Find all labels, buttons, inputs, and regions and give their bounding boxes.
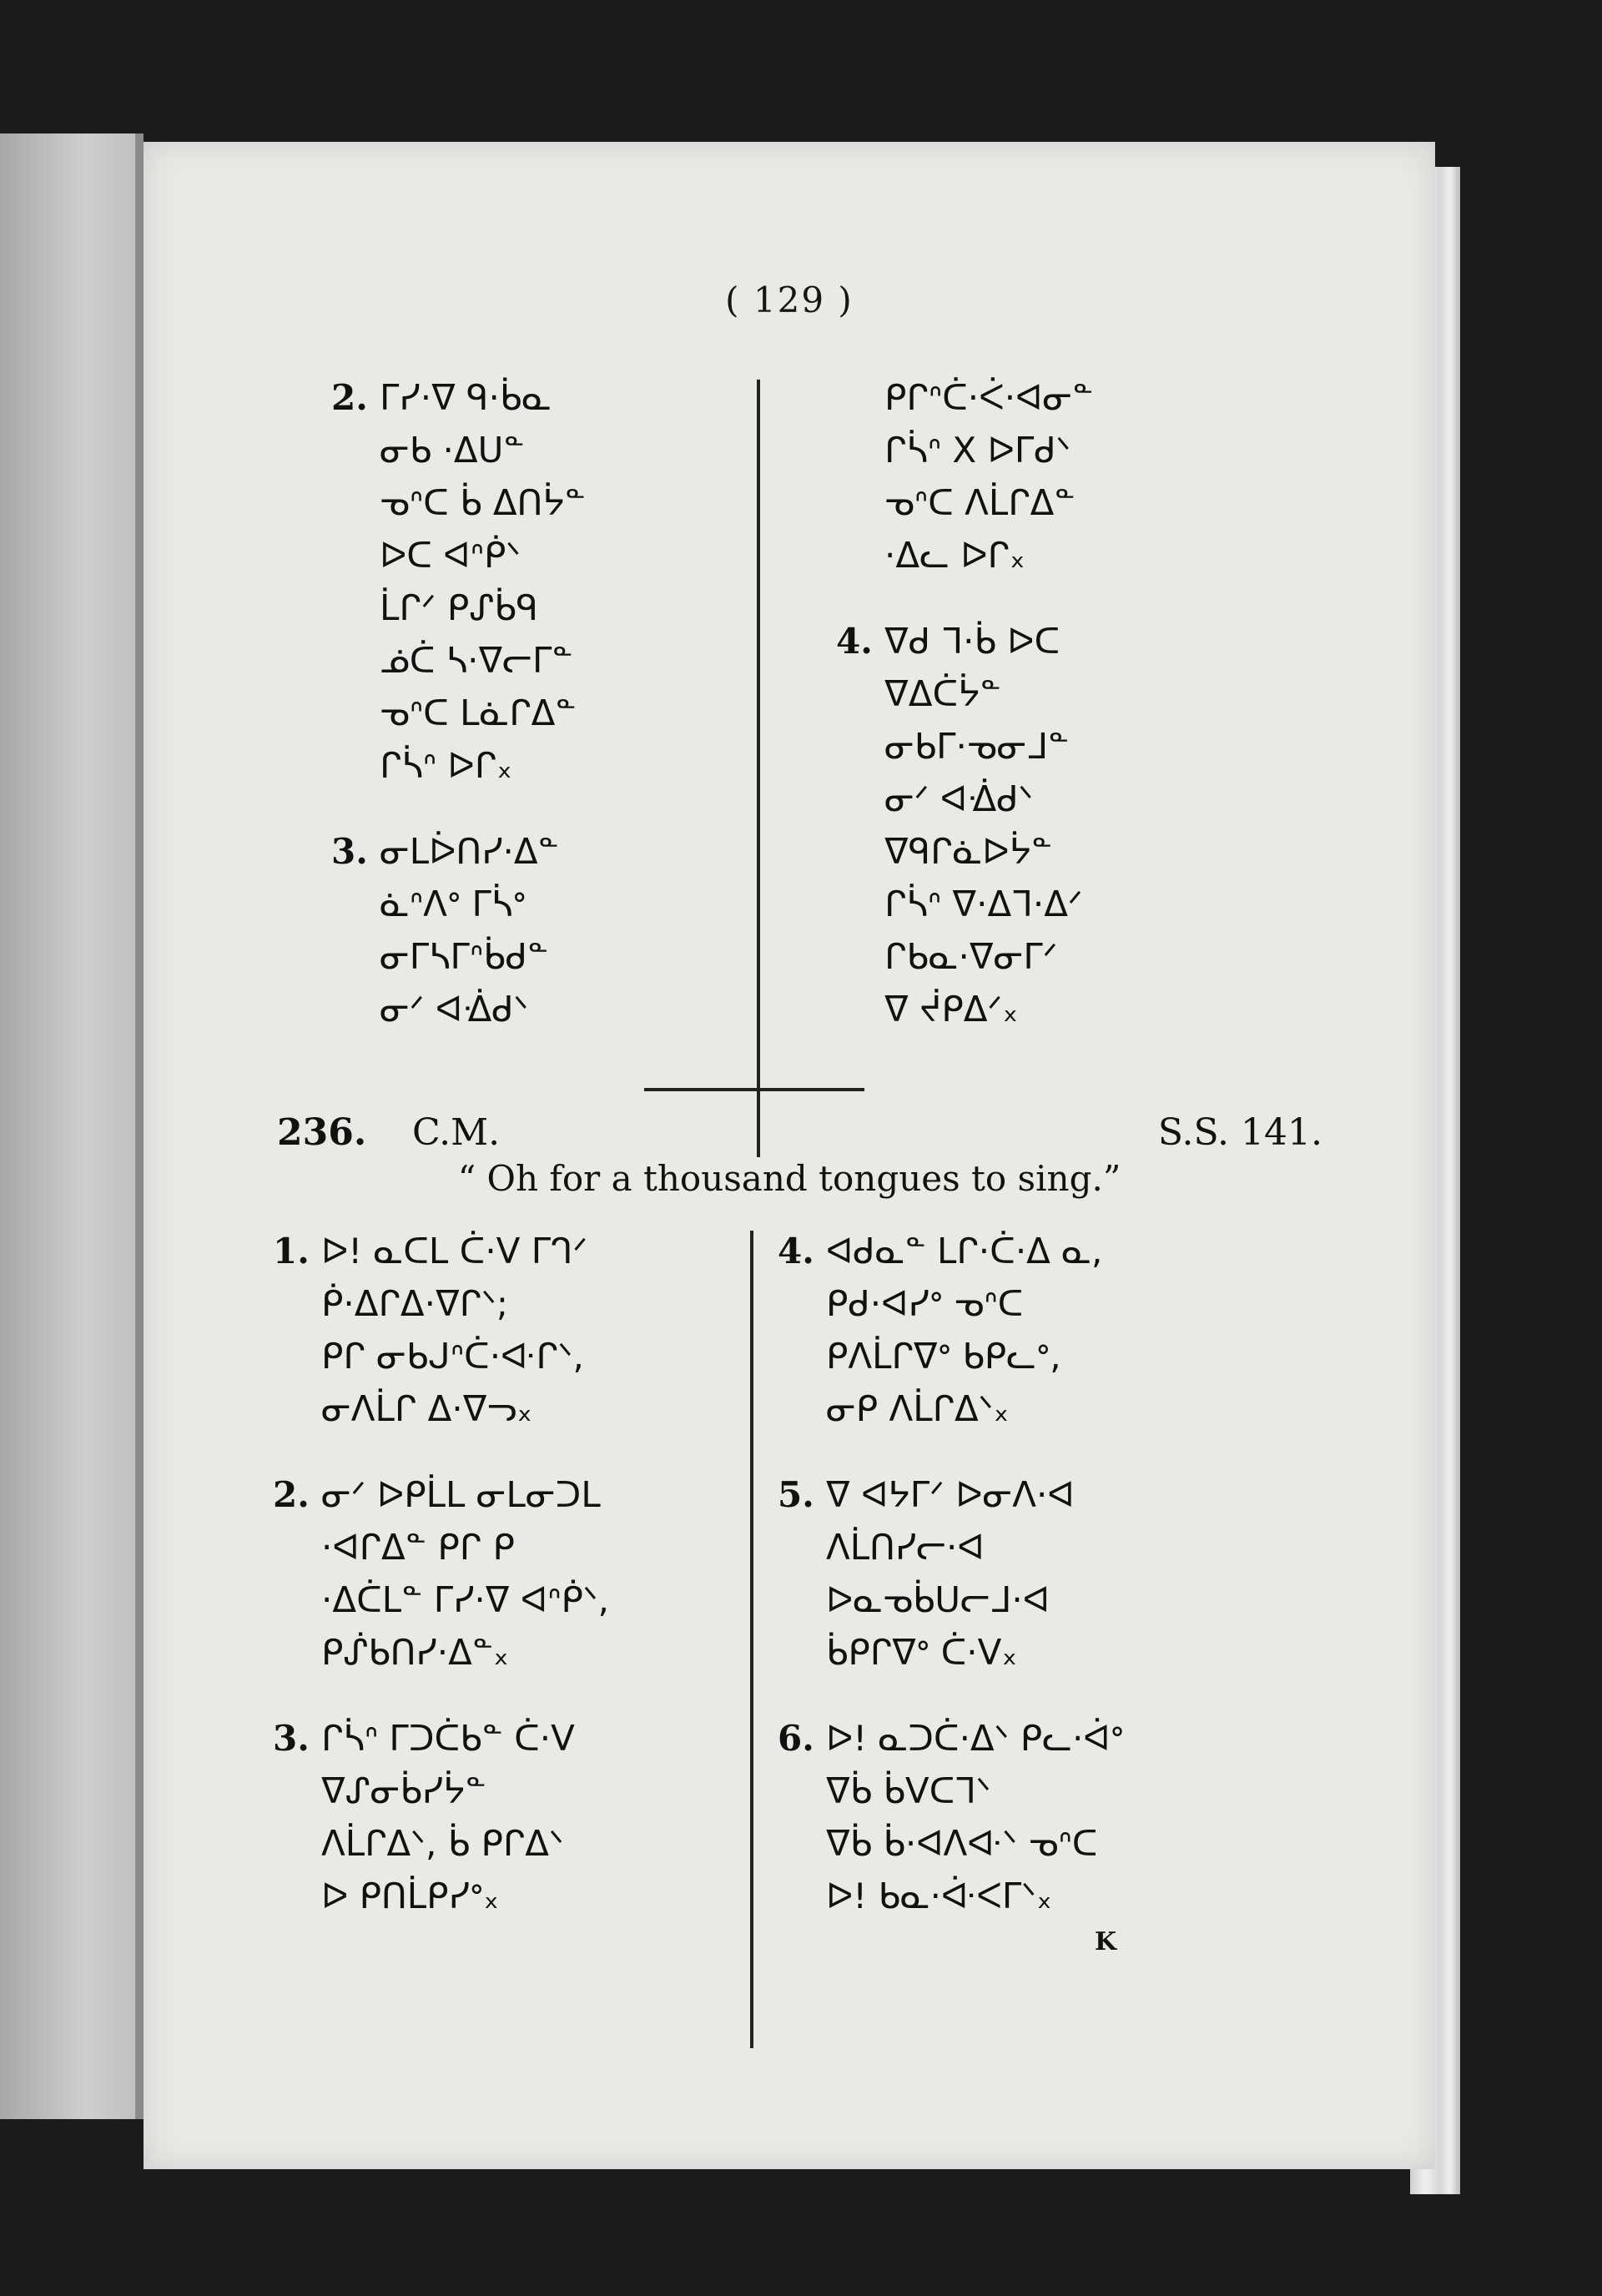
verse-number: 3. [273, 1718, 310, 1759]
verse-line: ᒋᓵᐢ ᐅᒋ᙮ [380, 745, 512, 786]
verse-line: ·ᐃᓚ ᐅᒋ᙮ [884, 535, 1025, 576]
verse-line: 2. ᓂᐟ ᐅᑭᒫᒪ ᓂᒪᓂᑐᒪ [273, 1468, 609, 1521]
verse-line: ᑭᔒᑲᑎᓯ·ᐃᓐ᙮ [321, 1632, 509, 1673]
verse-line: ᐁ ᔫᑭᐃᐟ᙮ [884, 989, 1018, 1030]
verse-line: 3. ᓂᒪᐆᑎᓯ·ᐃᓐ [331, 825, 586, 878]
verse-line: ᑳᑭᒋᐁᐤ ᑖ·ᐯ᙮ [826, 1632, 1017, 1673]
lower-right-column [778, 1225, 1124, 1922]
page-number: ( 129 ) [725, 279, 854, 320]
verse-line: ᒋᑲᓇ·ᐁᓂᒥᐟ [884, 936, 1058, 977]
verse-line: ᐱᒫᒋᐃᐠ, ᑳ ᑭᒋᐃᐠ [321, 1823, 564, 1864]
upper-column-divider [757, 380, 760, 1157]
verse-line: ᐁᐃᑖᔮᓐ [884, 673, 1001, 714]
signature-mark: K [1095, 1927, 1117, 1956]
verse-line: ᐁᑳ ᑳ·ᐊᐱᐘᐠ ᓀᐢᑕ [826, 1823, 1098, 1864]
verse-line: 1. ᐅ! ᓇᑕᒪ ᑖ·ᐯ ᒥᒉᐟ [273, 1225, 609, 1277]
verse-line: ᓂᑲ ·ᐃᑌᓐ [380, 430, 525, 471]
verse-line: 6. ᐅ! ᓇᑐᑖ·ᐃᐠ ᑭᓚ·ᐋᐤ [778, 1712, 1124, 1765]
verse-line: ᐅ! ᑲᓇ·ᐚᐸᒥᐠ᙮ [826, 1876, 1052, 1916]
verse-line: ᑭᒋ ᓂᑲᒍᐢᑖ·ᐘᒋᐠ, [321, 1336, 584, 1377]
lower-column-divider [750, 1231, 753, 2048]
verse-line: ᓅᑖ ᓴ·ᐁᓕᒥᓐ [380, 640, 573, 681]
hymn-number: 236. [277, 1111, 367, 1154]
hymn-tune: S.S. 141. [1157, 1111, 1322, 1154]
book-page [144, 142, 1435, 2169]
hymn-meter: C.M. [412, 1111, 501, 1154]
verse-line: ᒫᒋᐟ ᑭᔑᑳᑫ [380, 587, 539, 628]
verse-number: 2. [331, 377, 368, 418]
hymn-first-line: “ Oh for a thousand tongues to sing.” [457, 1158, 1121, 1199]
verse-line: ᐅᓇᓀᑳᑌᓕᒧ·ᐊ [826, 1579, 1050, 1620]
verse-line: 4. ᐁᑯ ᒣ·ᑳ ᐅᑕ [836, 615, 1093, 667]
verse-line: ᒋᓵᐢ ᐁ·ᐃᒣ·ᐃᐟ [884, 884, 1083, 924]
verse-line: ᑭᑯ·ᐊᓯᐤ ᓀᐢᑕ [826, 1283, 1024, 1324]
verse-number: 5. [778, 1474, 814, 1515]
verse-line: ᓀᐢᑕ ᑳ ᐃᑎᔮᓐ [380, 482, 586, 523]
verse-line: 4. ᐊᑯᓇᓐ ᒪᒋ·ᑖ·ᐃ ᓇ, [778, 1225, 1124, 1277]
verse-line: ᓂᒥᓴᒥᐢᑳᑯᓐ [380, 936, 549, 977]
verse-line: ᑭᐱᒫᒋᐁᐤ ᑲᑭᓚᐤ, [826, 1336, 1061, 1377]
verse-number: 4. [778, 1231, 814, 1271]
verse-number: 2. [273, 1474, 310, 1515]
verse-line: ᓂᐱᒫᒋ ᐃ·ᐁᓓ᙮ [321, 1388, 532, 1429]
verse-line: ᑭᒋᐢᑖ·ᐹ·ᐊᓂᓐ [884, 377, 1094, 418]
verse-line: 3. ᒋᓵᐢ ᒥᑐᑖᑲᓐ ᑖ·ᐯ [273, 1712, 609, 1765]
verse-line: ᓀᐢᑕ ᐱᒫᒋᐃᓐ [884, 482, 1076, 523]
verse-number: 4. [836, 621, 873, 662]
verse-line: ·ᐊᒋᐃᓐ ᑭᒋ ᑭ [321, 1527, 515, 1568]
verse-line: ᐁᔑᓂᑳᓯᔮᓐ [321, 1770, 486, 1811]
verse-line: ᐅᑕ ᐊᐢᑮᐠ [380, 535, 521, 576]
verse-line: ᓀᐢᑕ ᒪᓈᒋᐃᓐ [380, 692, 577, 733]
lower-left-column [273, 1225, 609, 1922]
left-page-edge [0, 133, 144, 2119]
verse-line: ᑮ·ᐃᒋᐃ·ᐁᒋᐠ; [321, 1283, 509, 1324]
verse-line: ᓂᐟ ᐊᐐᑯᐠ [884, 778, 1034, 819]
verse-line: 5. ᐁ ᐊᔭᒥᐟ ᐅᓂᐱ·ᐊ [778, 1468, 1124, 1521]
verse-line: ·ᐃᑖᒪᓐ ᒥᓯ·ᐁ ᐊᐢᑮᐠ, [321, 1579, 610, 1620]
verse-number: 1. [273, 1231, 310, 1271]
verse-line: ᓂᐟ ᐊᐐᑯᐠ [380, 989, 529, 1030]
left-page-margin [135, 133, 144, 2119]
verse-line: ᒋᓵᐢ X ᐅᒥᑯᐠ [884, 430, 1071, 471]
verse-line: ᓂᑲᒥ·ᓀᓂᒧᓐ [884, 726, 1070, 767]
verse-line: ᐱᒫᑎᓯᓕ·ᐊ [826, 1527, 985, 1568]
verse-line: ᓈᐢᐱᐤ ᒥᓵᐤ [380, 884, 526, 924]
verse-line: ᐁᑳ ᑳᐯᑕᒣᐠ [826, 1770, 991, 1811]
verse-line: ᐁᑫᒋᓈᐅᔮᓐ [884, 831, 1053, 872]
verse-line: ᐅ ᑭᑎᒫᑭᓯᐤ᙮ [321, 1876, 499, 1916]
upper-left-column [331, 371, 586, 1035]
verse-line: ᓂᑭ ᐱᒫᒋᐃᐠ᙮ [826, 1388, 1010, 1429]
verse-number: 3. [331, 831, 368, 872]
verse-line: 2. ᒥᓯ·ᐁ ᑫ·ᑳᓇ [331, 371, 586, 424]
upper-right-column [836, 371, 1093, 1035]
verse-number: 6. [778, 1718, 814, 1759]
section-rule [644, 1088, 864, 1091]
